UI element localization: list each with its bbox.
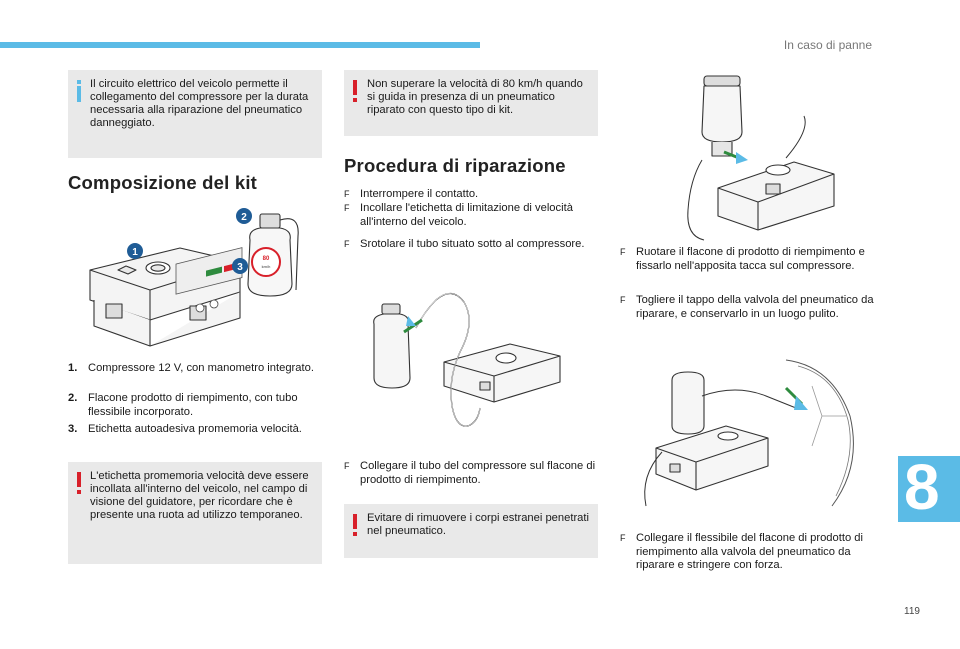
kit-item-1: 1. Compressore 12 V, con manometro integrato. [68, 362, 314, 374]
warning-speed-text: Non superare la velocità di 80 km/h quando si guida in presenza di un pneumatico riparato con questo tipo di kit. [367, 78, 583, 116]
bullet-icon: F [620, 533, 626, 543]
bullet-icon: F [344, 239, 350, 249]
bullet-icon: F [620, 295, 626, 305]
bullet-icon: F [344, 461, 350, 471]
bullet-icon: F [344, 189, 350, 199]
warning-icon [353, 80, 357, 102]
bullet-icon: F [620, 247, 626, 257]
bullet-icon: F [344, 203, 350, 213]
svg-text:km/h: km/h [261, 264, 271, 269]
callout-3: 3 [237, 262, 243, 273]
warning-foreign-text: Evitare di rimuovere i corpi estranei penetrati nel pneumatico. [367, 512, 589, 537]
svg-text:80: 80 [262, 256, 270, 262]
warning-icon [77, 472, 81, 494]
kit-item-2: 2. Flacone prodotto di riempimento, con tubo flessibile incorporato. [68, 392, 298, 418]
warning-icon [353, 514, 357, 536]
callout-1: 1 [132, 247, 138, 258]
bottle-rotate-illustration [674, 70, 854, 242]
warning-box-text: L'etichetta promemoria velocità deve essere incollata all'interno del veicolo, nel campo di visione del guidatore, per ricordare che è presente una ruota ad utilizzo temporaneo. [90, 470, 309, 521]
info-box-text: Il circuito elettrico del veicolo permette il collegamento del compressore per la durata necessaria alla riparazione del pneumatico danneggiato. [90, 78, 309, 129]
page-number: 119 [904, 606, 920, 617]
warning-box-label [68, 462, 322, 564]
kit-title: Composizione del kit [68, 172, 258, 193]
kit-illustration [80, 200, 320, 350]
step-srotolare: F Srotolare il tubo situato sotto al compressore. [344, 238, 585, 250]
top-accent-bar [0, 42, 480, 48]
chapter-number: 8 [904, 451, 940, 523]
info-box [68, 70, 322, 158]
step-incollare: F Incollare l'etichetta di limitazione di velocità all'interno del veicolo. [344, 202, 573, 228]
step-collegare-flessibile: F Collegare il flessibile del flacone di prodotto di riempimento alla valvola del pneumatico da riparare e stringere con forza. [620, 532, 863, 571]
hose-connection-illustration [360, 282, 580, 442]
step-togliere: F Togliere il tappo della valvola del pneumatico da riparare, e conservarlo in un luogo pulito. [620, 294, 874, 320]
warning-box-foreign-objects [344, 504, 598, 558]
chapter-tab [898, 451, 960, 523]
procedure-title: Procedura di riparazione [344, 155, 566, 176]
step-collegare-tubo: F Collegare il tubo del compressore sul flacone di prodotto di riempimento. [344, 460, 596, 486]
tire-connection-illustration [636, 356, 876, 518]
section-header: In caso di panne [783, 38, 872, 52]
step-ruotare: F Ruotare il flacone di prodotto di riempimento e fissarlo nell'apposita tacca sul compressore. [620, 246, 865, 272]
info-icon [77, 80, 81, 102]
callout-2: 2 [241, 212, 247, 223]
warning-box-speed [344, 70, 598, 136]
step-interrompere: F Interrompere il contatto. [344, 188, 479, 200]
kit-item-3: 3. Etichetta autoadesiva promemoria velocità. [68, 423, 302, 435]
